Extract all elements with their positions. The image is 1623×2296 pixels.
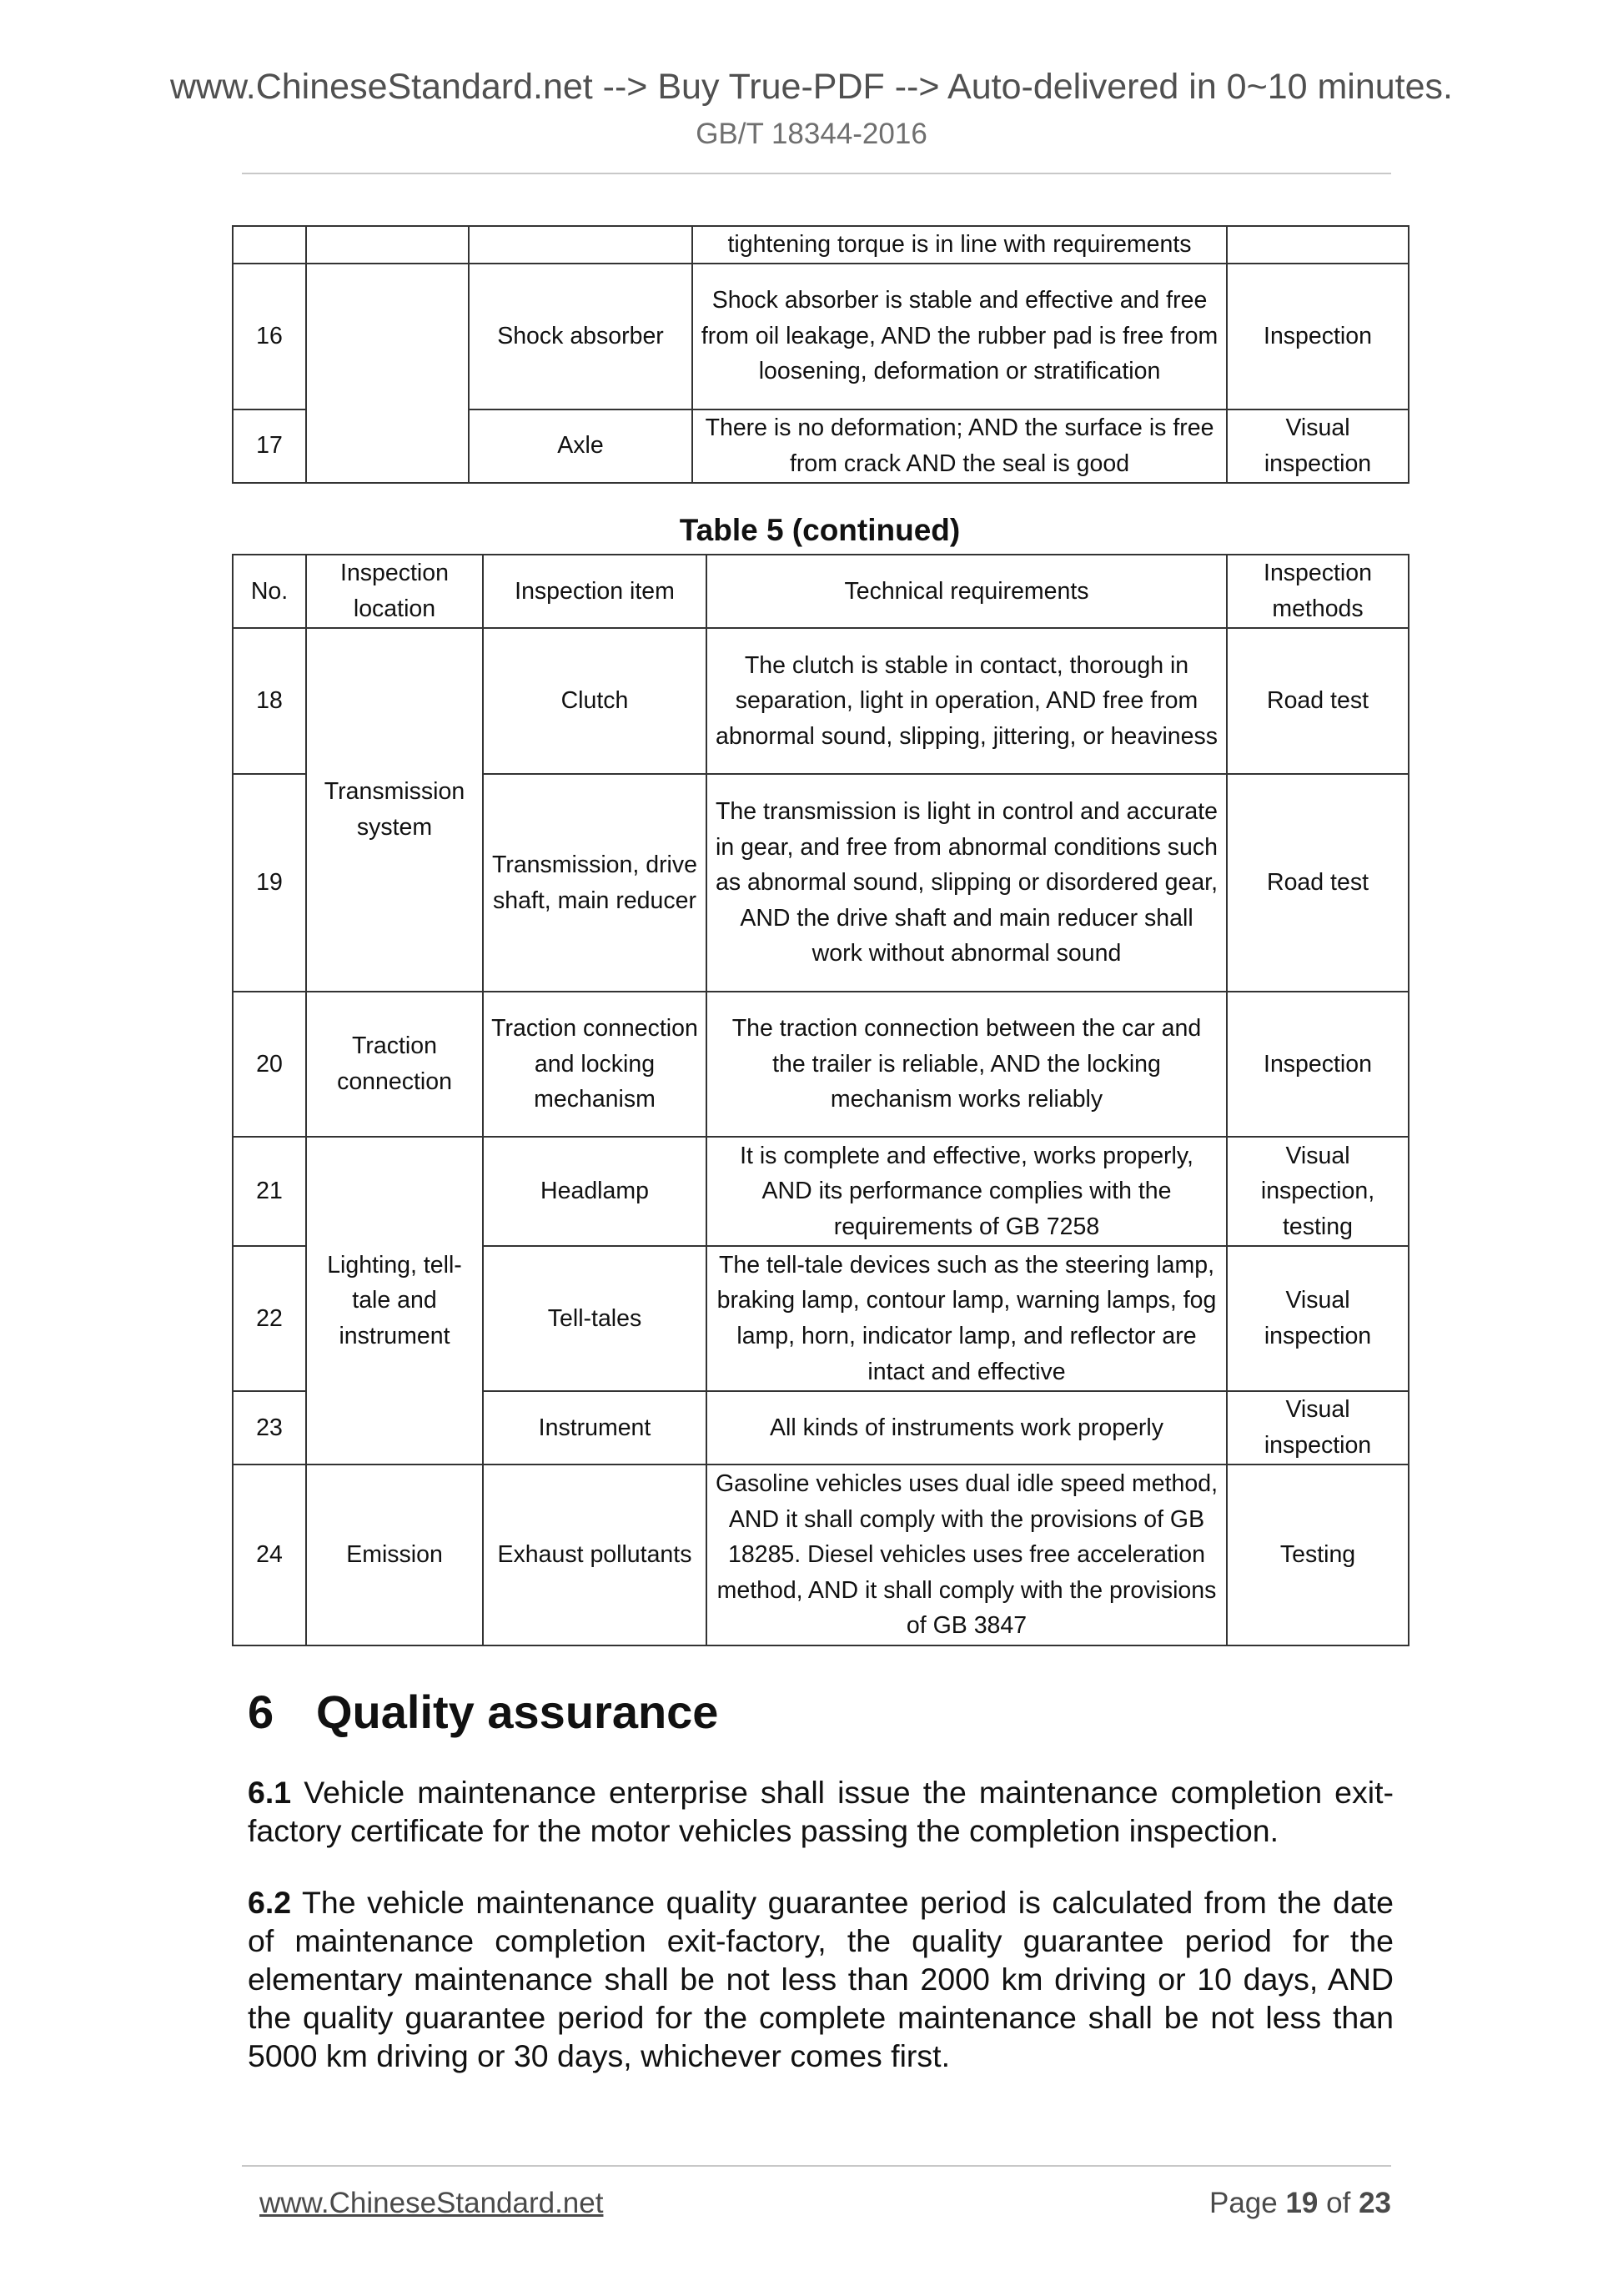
- cell-item: Clutch: [483, 628, 706, 774]
- table-top: [232, 225, 1409, 484]
- header-no: No.: [233, 555, 306, 628]
- page-of: of: [1326, 2187, 1351, 2219]
- page-label: Page: [1208, 2187, 1278, 2219]
- cell-requirement: Gasoline vehicles uses dual idle speed method, AND it shall comply with the provisions of GB 18285. Diesel vehicles uses free acceleration method, AND it shall comply with the provisions of GB 3847: [706, 1465, 1227, 1645]
- cell-method: Inspection: [1227, 992, 1409, 1137]
- cell-method: Visual inspection: [1227, 1246, 1409, 1391]
- header-divider: [242, 173, 1391, 174]
- cell-item: Instrument: [483, 1391, 706, 1465]
- table-row: [233, 264, 1409, 409]
- cell-item: Shock absorber: [469, 264, 692, 409]
- header-location: Inspection location: [306, 555, 483, 628]
- table-header-row: [233, 555, 1409, 628]
- cell-location: [306, 226, 469, 264]
- header-requirement: Technical requirements: [706, 555, 1227, 628]
- cell-item: [469, 226, 692, 264]
- clause-text: Vehicle maintenance enterprise shall issue the maintenance completion exit-factory certificate for the motor vehicles passing the completion inspection.: [248, 1775, 1394, 1848]
- section-number: 6: [248, 1686, 274, 1738]
- clause-6-1: [248, 1773, 1394, 1850]
- header-item: Inspection item: [483, 555, 706, 628]
- cell-method: Visual inspection: [1227, 1391, 1409, 1465]
- cell-requirement: It is complete and effective, works properly, AND its performance complies with the requirements of GB 7258: [706, 1137, 1227, 1246]
- cell-no: 19: [233, 774, 306, 992]
- cell-method: Testing: [1227, 1465, 1409, 1645]
- table-row: [233, 628, 1409, 774]
- cell-no: 18: [233, 628, 306, 774]
- cell-item: Exhaust pollutants: [483, 1465, 706, 1645]
- cell-method: Visual inspection: [1227, 409, 1409, 483]
- clause-id: 6.2: [248, 1885, 292, 1920]
- page-total: 23: [1359, 2187, 1391, 2219]
- cell-location: Lighting, tell-tale and instrument: [306, 1137, 483, 1465]
- cell-location: Emission: [306, 1465, 483, 1645]
- cell-location: [306, 264, 469, 483]
- section-title: Quality assurance: [316, 1686, 719, 1738]
- cell-method: Road test: [1227, 628, 1409, 774]
- page-current: 19: [1285, 2187, 1319, 2219]
- page-indicator: [1201, 2183, 1391, 2224]
- footer-divider: [242, 2165, 1391, 2167]
- table-row: [233, 992, 1409, 1137]
- cell-item: Transmission, drive shaft, main reducer: [483, 774, 706, 992]
- cell-item: Tell-tales: [483, 1246, 706, 1391]
- cell-location: Transmission system: [306, 628, 483, 992]
- cell-item: Headlamp: [483, 1137, 706, 1246]
- cell-method: [1227, 226, 1409, 264]
- cell-requirement: All kinds of instruments work properly: [706, 1391, 1227, 1465]
- table-5: [232, 554, 1409, 1646]
- table-row: [233, 1465, 1409, 1645]
- table-row: [233, 1137, 1409, 1246]
- cell-no: 17: [233, 409, 306, 483]
- cell-requirement: The clutch is stable in contact, thorough in separation, light in operation, AND free from abnormal sound, slipping, jittering, or heaviness: [706, 628, 1227, 774]
- cell-no: 22: [233, 1246, 306, 1391]
- cell-method: Inspection: [1227, 264, 1409, 409]
- cell-requirement: The traction connection between the car and the trailer is reliable, AND the locking mechanism works reliably: [706, 992, 1227, 1137]
- cell-requirement: The transmission is light in control and accurate in gear, and free from abnormal conditions such as abnormal sound, slipping or disordered gear, AND the drive shaft and main reducer shall work without abnormal sound: [706, 774, 1227, 992]
- cell-item: Traction connection and locking mechanism: [483, 992, 706, 1137]
- cell-location: Traction connection: [306, 992, 483, 1137]
- clause-text: The vehicle maintenance quality guarantee period is calculated from the date of maintenance completion exit-factory, the quality guarantee period for the elementary maintenance shall be not less than 2000 km driving or 10 days, AND the quality guarantee period for the complete maintenance shall be not less than 5000 km driving or 30 days, whichever comes first.: [248, 1885, 1394, 2073]
- cell-no: 24: [233, 1465, 306, 1645]
- cell-method: Road test: [1227, 774, 1409, 992]
- table-caption: Table 5 (continued): [679, 513, 961, 547]
- cell-no: 16: [233, 264, 306, 409]
- cell-requirement: tightening torque is in line with requirements: [692, 226, 1227, 264]
- header-banner[interactable]: www.ChineseStandard.net --> Buy True-PDF --> Auto-delivered in 0~10 minutes.: [169, 67, 1453, 107]
- footer-link[interactable]: www.ChineseStandard.net: [259, 2187, 604, 2219]
- clause-6-2: [248, 1883, 1394, 2075]
- cell-method: Visual inspection, testing: [1227, 1137, 1409, 1246]
- cell-requirement: The tell-tale devices such as the steering lamp, braking lamp, contour lamp, warning lamps, fog lamp, horn, indicator lamp, and reflector are intact and effective: [706, 1246, 1227, 1391]
- table-row: [233, 226, 1409, 264]
- cell-no: 21: [233, 1137, 306, 1246]
- cell-item: Axle: [469, 409, 692, 483]
- cell-requirement: There is no deformation; AND the surface is free from crack AND the seal is good: [692, 409, 1227, 483]
- clause-id: 6.1: [248, 1775, 292, 1810]
- standard-number: GB/T 18344-2016: [696, 118, 927, 150]
- cell-requirement: Shock absorber is stable and effective and free from oil leakage, AND the rubber pad is free from loosening, deformation or stratification: [692, 264, 1227, 409]
- cell-no: 20: [233, 992, 306, 1137]
- header-method: Inspection methods: [1227, 555, 1409, 628]
- cell-no: 23: [233, 1391, 306, 1465]
- section-heading: [248, 1681, 718, 1744]
- cell-no: [233, 226, 306, 264]
